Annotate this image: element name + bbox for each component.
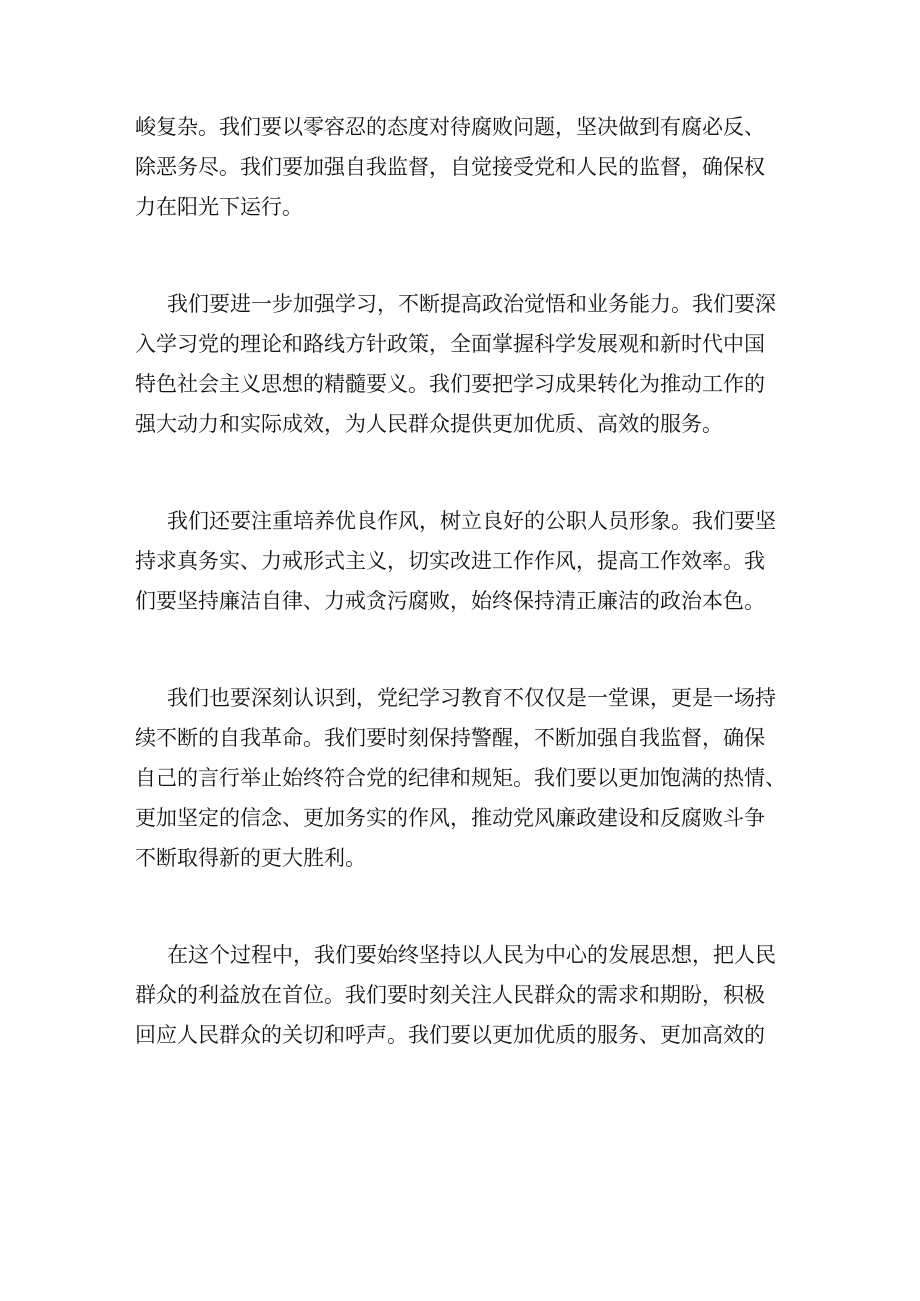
paragraph-3 <box>135 501 795 621</box>
paragraph-line: 回应人民群众的关切和呼声。我们要以更加优质的服务、更加高效的 <box>135 1023 765 1047</box>
paragraph-line: 我们也要深刻认识到，党纪学习教育不仅仅是一堂课，更是一场持 <box>167 686 776 710</box>
paragraph-line: 续不断的自我革命。我们要时刻保持警醒，不断加强自我监督，确保 <box>135 726 765 750</box>
paragraph-line: 更加坚定的信念、更加务实的作风，推动党风廉政建设和反腐败斗争 <box>135 806 765 830</box>
paragraph-line: 入学习党的理论和路线方针政策，全面掌握科学发展观和新时代中国 <box>135 332 765 356</box>
paragraph-2 <box>135 284 795 444</box>
paragraph-line: 群众的利益放在首位。我们要时刻关注人民群众的需求和期盼，积极 <box>135 983 765 1007</box>
paragraph-line: 峻复杂。我们要以零容忍的态度对待腐败问题，坚决做到有腐必反、 <box>135 115 765 139</box>
paragraph-line: 我们还要注重培养优良作风，树立良好的公职人员形象。我们要坚 <box>167 509 776 533</box>
paragraph-line: 力在阳光下运行。 <box>135 195 303 219</box>
paragraph-1 <box>135 107 795 227</box>
paragraph-line: 们要坚持廉洁自律、力戒贪污腐败，始终保持清正廉洁的政治本色。 <box>135 589 765 613</box>
paragraph-line: 特色社会主义思想的精髓要义。我们要把学习成果转化为推动工作的 <box>135 372 765 396</box>
paragraph-line: 强大动力和实际成效，为人民群众提供更加优质、高效的服务。 <box>135 412 723 436</box>
paragraph-line: 我们要进一步加强学习，不断提高政治觉悟和业务能力。我们要深 <box>167 292 776 316</box>
document-body <box>135 107 795 1055</box>
paragraph-line: 在这个过程中，我们要始终坚持以人民为中心的发展思想，把人民 <box>167 943 776 967</box>
paragraph-line: 持求真务实、力戒形式主义，切实改进工作作风，提高工作效率。我 <box>135 549 765 573</box>
paragraph-line: 不断取得新的更大胜利。 <box>135 846 366 870</box>
paragraph-line: 除恶务尽。我们要加强自我监督，自觉接受党和人民的监督，确保权 <box>135 155 765 179</box>
paragraph-line: 自己的言行举止始终符合党的纪律和规矩。我们要以更加饱满的热情、 <box>135 766 786 790</box>
paragraph-4 <box>135 678 795 878</box>
paragraph-5 <box>135 935 795 1055</box>
